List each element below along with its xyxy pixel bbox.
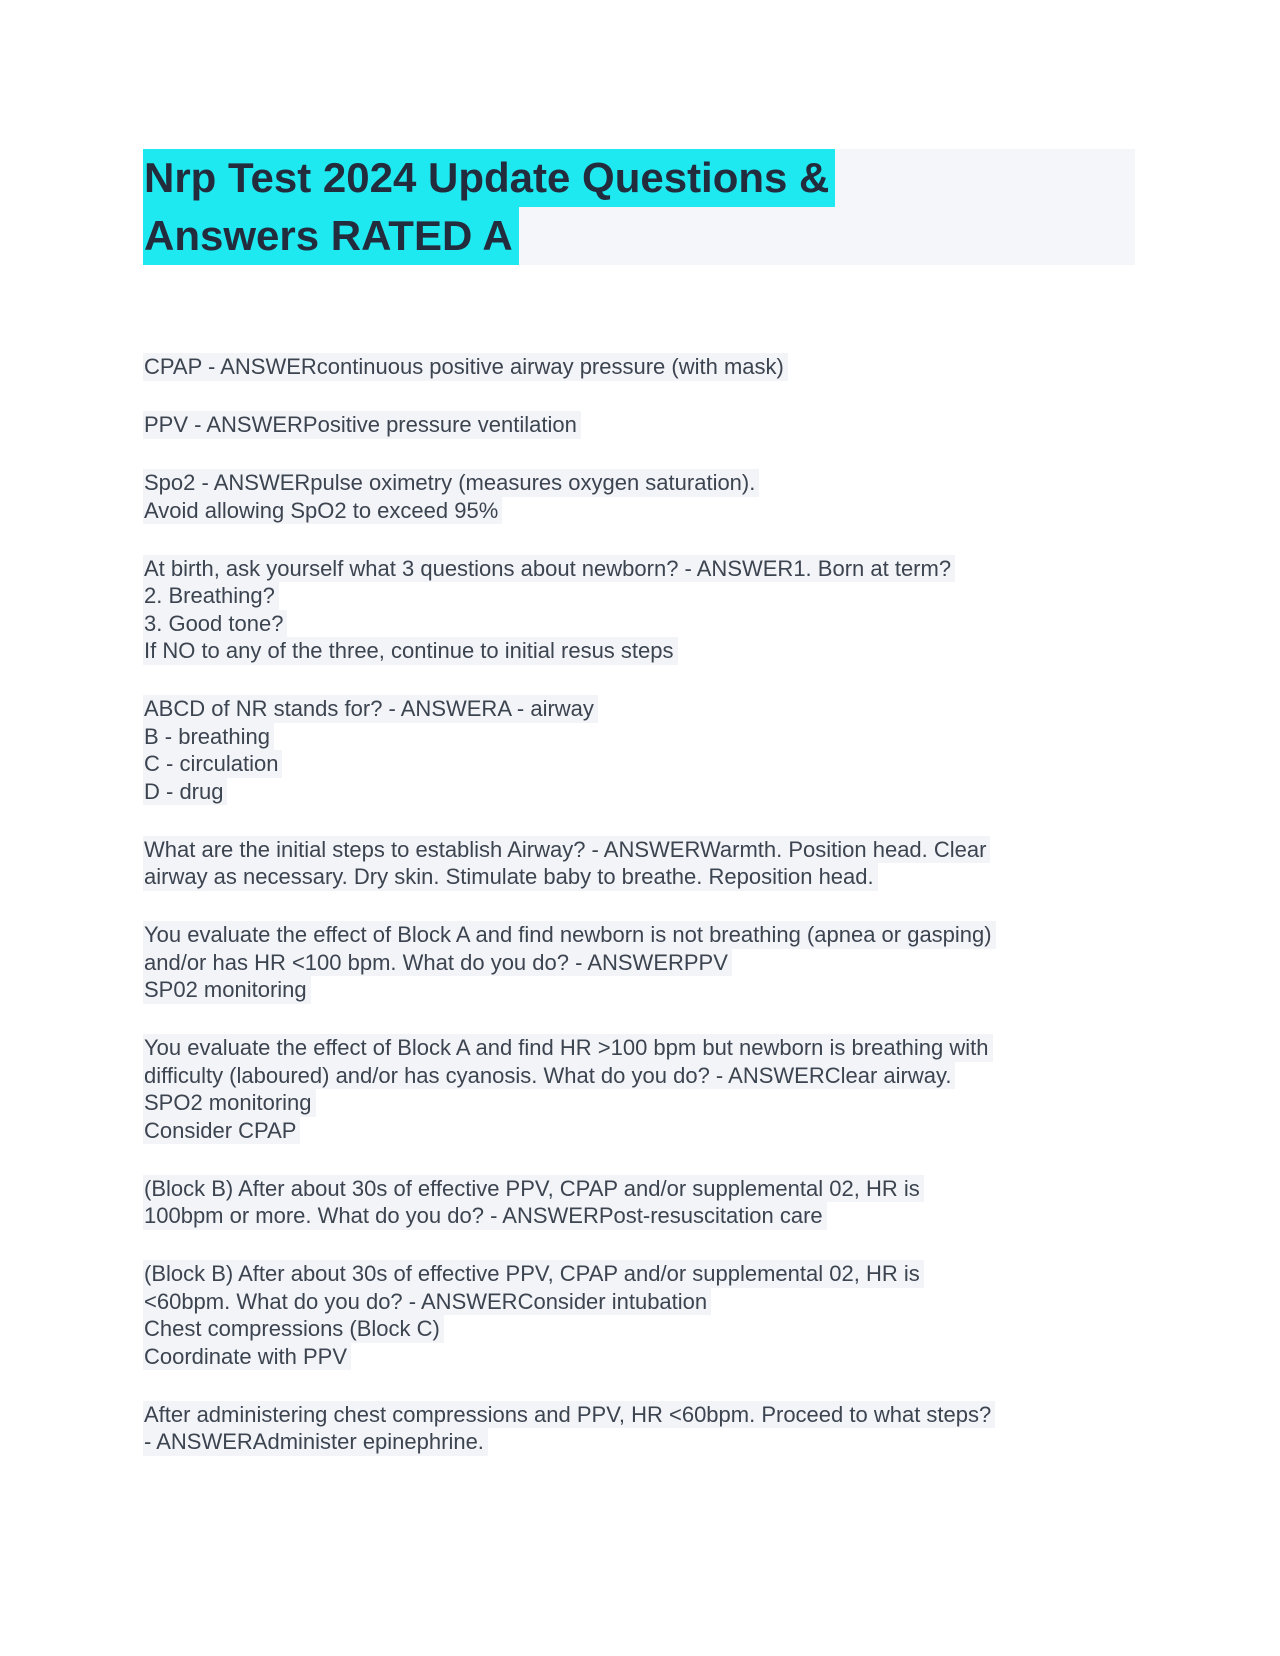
- qa-line: [143, 949, 1135, 977]
- qa-paragraph: [143, 555, 1135, 665]
- qa-paragraph: [143, 921, 1135, 1004]
- qa-line: [143, 637, 1135, 665]
- qa-line-highlight: You evaluate the effect of Block A and find HR >100 bpm but newborn is breathing with: [143, 1034, 993, 1062]
- qa-line: [143, 750, 1135, 778]
- qa-line: [143, 469, 1135, 497]
- qa-line: [143, 1260, 1135, 1288]
- page-title-line: [143, 149, 1135, 207]
- qa-line-highlight: What are the initial steps to establish Airway? - ANSWERWarmth. Position head. Clear: [143, 836, 990, 864]
- qa-line: [143, 723, 1135, 751]
- qa-line: [143, 1343, 1135, 1371]
- qa-line-highlight: Consider CPAP: [143, 1117, 300, 1145]
- qa-line-highlight: D - drug: [143, 778, 227, 806]
- qa-line-highlight: Spo2 - ANSWERpulse oximetry (measures oxygen saturation).: [143, 469, 759, 497]
- title-highlight-mark: Answers RATED A: [143, 207, 519, 265]
- qa-line: [143, 582, 1135, 610]
- qa-line-highlight: B - breathing: [143, 723, 274, 751]
- qa-line-highlight: ABCD of NR stands for? - ANSWERA - airway: [143, 695, 598, 723]
- qa-list: [143, 353, 1135, 1456]
- qa-line: [143, 1089, 1135, 1117]
- qa-line-highlight: Chest compressions (Block C): [143, 1315, 444, 1343]
- qa-line: [143, 1034, 1135, 1062]
- qa-line-highlight: PPV - ANSWERPositive pressure ventilation: [143, 411, 581, 439]
- qa-line-highlight: If NO to any of the three, continue to initial resus steps: [143, 637, 678, 665]
- qa-line-highlight: You evaluate the effect of Block A and find newborn is not breathing (apnea or gasping): [143, 921, 996, 949]
- qa-line-highlight: airway as necessary. Dry skin. Stimulate baby to breathe. Reposition head.: [143, 863, 878, 891]
- page-title: [143, 149, 1135, 265]
- qa-line: [143, 497, 1135, 525]
- qa-paragraph: [143, 1260, 1135, 1370]
- qa-line: [143, 411, 1135, 439]
- qa-line: [143, 1401, 1135, 1429]
- document-content: [143, 149, 1135, 1486]
- qa-paragraph: [143, 469, 1135, 524]
- qa-line-highlight: Coordinate with PPV: [143, 1343, 351, 1371]
- qa-line-highlight: difficulty (laboured) and/or has cyanosis. What do you do? - ANSWERClear airway.: [143, 1062, 955, 1090]
- qa-line-highlight: <60bpm. What do you do? - ANSWERConsider intubation: [143, 1288, 711, 1316]
- qa-line-highlight: 2. Breathing?: [143, 582, 279, 610]
- qa-line-highlight: SPO2 monitoring: [143, 1089, 316, 1117]
- qa-paragraph: [143, 1175, 1135, 1230]
- qa-line: [143, 555, 1135, 583]
- qa-line-highlight: CPAP - ANSWERcontinuous positive airway pressure (with mask): [143, 353, 788, 381]
- qa-line: [143, 610, 1135, 638]
- qa-line-highlight: Avoid allowing SpO2 to exceed 95%: [143, 497, 502, 525]
- qa-line: [143, 863, 1135, 891]
- qa-line: [143, 778, 1135, 806]
- qa-line-highlight: SP02 monitoring: [143, 976, 311, 1004]
- qa-paragraph: [143, 836, 1135, 891]
- qa-line: [143, 1315, 1135, 1343]
- qa-line: [143, 1428, 1135, 1456]
- qa-line-highlight: After administering chest compressions and PPV, HR <60bpm. Proceed to what steps?: [143, 1401, 995, 1429]
- qa-line: [143, 1117, 1135, 1145]
- qa-line-highlight: 3. Good tone?: [143, 610, 287, 638]
- qa-line-highlight: C - circulation: [143, 750, 282, 778]
- qa-line-highlight: (Block B) After about 30s of effective PPV, CPAP and/or supplemental 02, HR is: [143, 1175, 924, 1203]
- qa-line: [143, 1062, 1135, 1090]
- page-title-line: [143, 207, 1135, 265]
- qa-line-highlight: and/or has HR <100 bpm. What do you do? - ANSWERPPV: [143, 949, 732, 977]
- qa-line-highlight: (Block B) After about 30s of effective PPV, CPAP and/or supplemental 02, HR is: [143, 1260, 924, 1288]
- qa-line-highlight: At birth, ask yourself what 3 questions about newborn? - ANSWER1. Born at term?: [143, 555, 955, 583]
- qa-line: [143, 1288, 1135, 1316]
- qa-paragraph: [143, 695, 1135, 805]
- qa-paragraph: [143, 353, 1135, 381]
- qa-line: [143, 976, 1135, 1004]
- qa-line: [143, 353, 1135, 381]
- title-highlight-mark: Nrp Test 2024 Update Questions &: [143, 149, 835, 207]
- qa-line-highlight: - ANSWERAdminister epinephrine.: [143, 1428, 488, 1456]
- qa-paragraph: [143, 1034, 1135, 1144]
- qa-line: [143, 1202, 1135, 1230]
- qa-line-highlight: 100bpm or more. What do you do? - ANSWERPost-resuscitation care: [143, 1202, 827, 1230]
- qa-line: [143, 1175, 1135, 1203]
- qa-line: [143, 921, 1135, 949]
- qa-paragraph: [143, 1401, 1135, 1456]
- qa-paragraph: [143, 411, 1135, 439]
- qa-line: [143, 695, 1135, 723]
- qa-line: [143, 836, 1135, 864]
